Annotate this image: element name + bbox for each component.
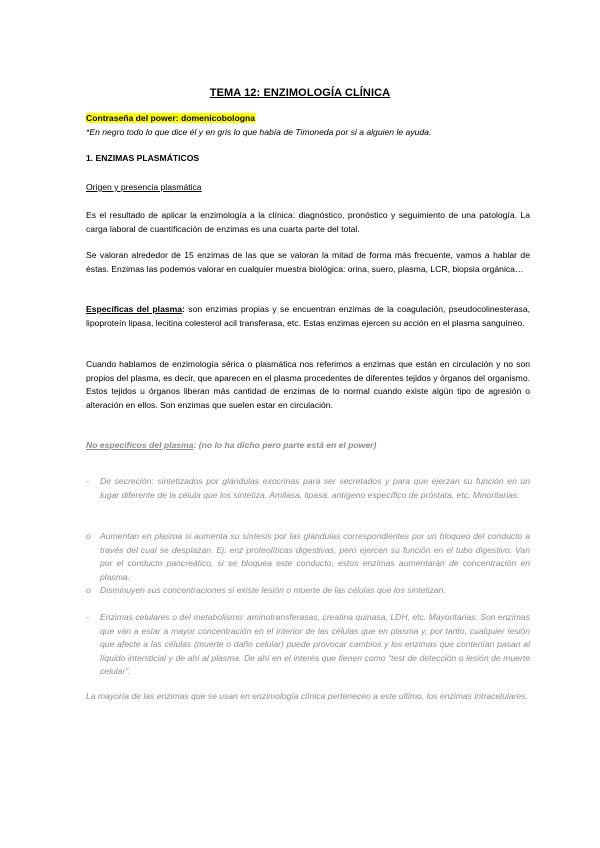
paragraph-1: Es el resultado de aplicar la enzimología a la clínica: diagnóstico, pronóstico y seguimiento de una patología. La carga laboral de cuantificación de enzimas es una cuarta parte del total. xyxy=(86,210,530,234)
paragraph-2: Se valoran alrededor de 15 enzimas de las que se valoran la mitad de forma más frecuente, vamos a hablar de éstas. Enzimas las podemos valorar en cualquier muestra biológica: orina, suero, plasma, LCR, biopsia orgánica… xyxy=(86,250,530,274)
page-title: TEMA 12: ENZIMOLOGÍA CLÍNICA xyxy=(209,87,391,99)
specific-plasma-colon: : xyxy=(182,304,185,314)
list-item: Enzimas celulares o del metabolismo: aminotransferasas, creatina quinasa, LDH, etc. Mayoritarias. Son enzimas que van a estar a mayor concentración en el interior de las células que en plasma y, por tanto, cualquier lesión que afecte a las células (muerte o daño celular) puede provocar cambios y los enzimas que contenían pasan al líquido intersticial y de ahí al plasma. De ahí en el interés que tienen como “test de detección o lesión de muerte celular”. xyxy=(100,612,530,677)
subheading-origin: Origen y presencia plasmática xyxy=(86,182,202,192)
list-marker: - xyxy=(86,612,89,622)
paragraph-4: Cuando hablamos de enzimología sérica o plasmática nos referimos a enzimas que están en circulación y no son propios del plasma, es decir, que aparecen en el plasma procedentes de diferentes tejidos y órganos del organismo. Estos tejidos u órganos liberan más cantidad de enzimas de lo normal cuando existe algún tipo de agresión o alteración en ellos. Son enzimas que suelen estar en circulación. xyxy=(86,359,530,410)
note-line: *En negro todo lo que dice él y en gris lo que había de Timoneda por si a alguien le ayuda. xyxy=(86,127,432,137)
section-heading: 1. ENZIMAS PLASMÁTICOS xyxy=(86,153,200,163)
list-item: Disminuyen sus concentraciones si existe lesión o muerte de las células que los sintetizan. xyxy=(100,585,446,595)
paragraph-5 xyxy=(86,439,530,453)
list-marker: o xyxy=(86,531,91,541)
paragraph-3 xyxy=(86,303,530,330)
list-marker: - xyxy=(86,476,89,486)
list-marker: o xyxy=(86,585,91,595)
specific-plasma-text: son enzimas propias y se encuentran enzimas de la coagulación, pseudocolinesterasa, lipoproteín lipasa, lecitina colesterol acil transferasa, etc. Estas enzimas ejercen su acción en el plasma sanguíneo. xyxy=(86,304,530,328)
non-specific-note: : (no lo ha dicho pero parte está en el power) xyxy=(193,440,377,450)
password-line xyxy=(86,112,530,126)
list-item: Aumentan en plasma si aumenta su síntesis por las glándulas correspondientes por un bloqueo del conducto a través del cual se desplazan. Ej: enz proteolíticas digestivas, pero ejercen su función en el tubo digestivo. Van por el conducto pancreático, si se bloquea este conducto, estos enzimas aumentarán de concentración en plasma. xyxy=(100,531,530,582)
paragraph-6: La mayoría de las enzimas que se usan en enzimología clínica pertenecen a este ultimo, los enzimas intracelulares. xyxy=(86,691,528,701)
non-specific-label: No específicos del plasma xyxy=(86,440,194,450)
list-item: De secreción: sintetizados por glándulas exocrinas para ser secretados y para que ejerzan su función en un lugar diferente de la célula que los sintetiza. Amilasa, lipasa, antígeno específico de próstata, etc. Minoritarias. xyxy=(100,476,530,500)
password-highlight: Contraseña del power: domenicobologna xyxy=(86,113,256,123)
specific-plasma-label: Específicas del plasma xyxy=(86,304,183,314)
